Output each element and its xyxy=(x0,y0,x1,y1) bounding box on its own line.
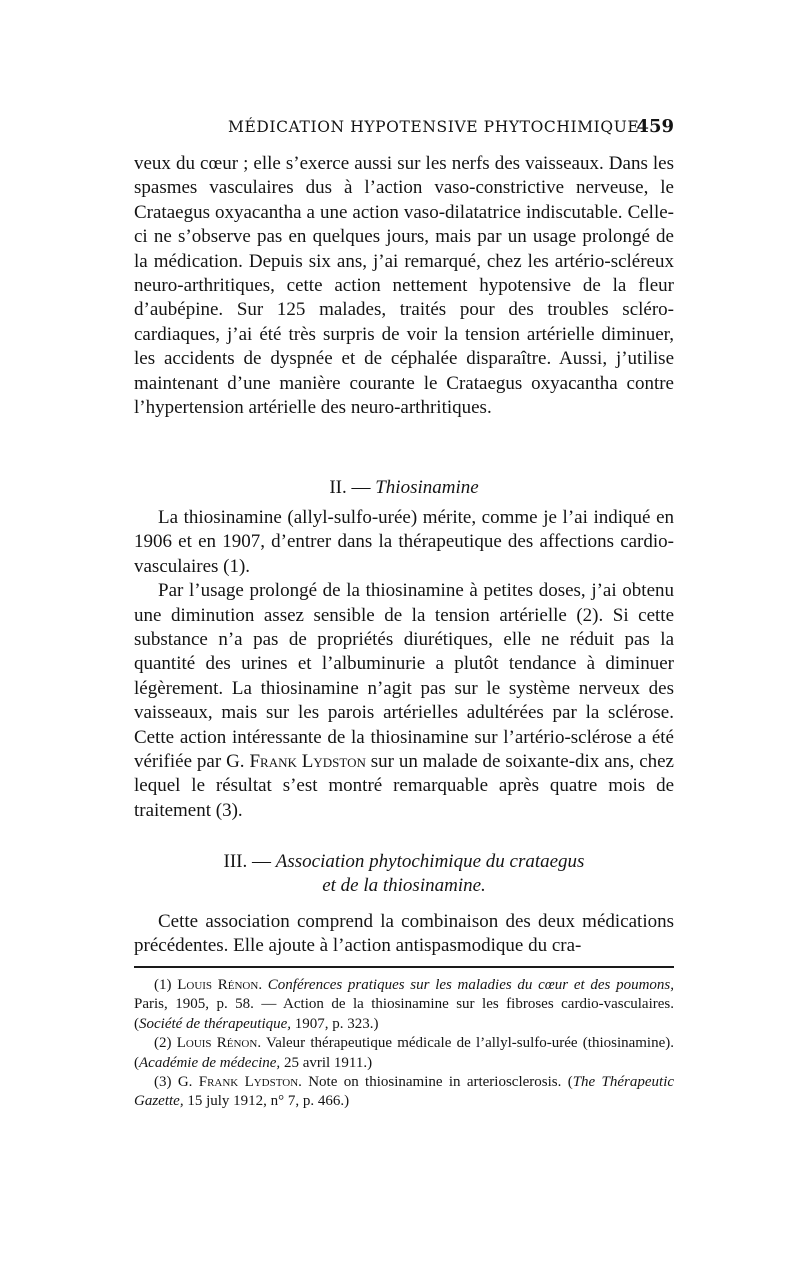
section-2-paragraph-2-end: sur un malade de soixante-dix ans, chez lequel le résultat s’est montré remarquable après quatre mois de traitement (3). xyxy=(134,751,674,821)
footnote-1-journal: Société de thérapeutique, xyxy=(139,1015,292,1032)
section-2-title: Thiosinamine xyxy=(375,477,479,498)
section-3-heading-line-1 xyxy=(134,850,674,874)
footnote-2-marker: (2) xyxy=(154,1035,172,1052)
footnote-1-marker: (1) xyxy=(154,977,172,993)
intro-paragraph: veux du cœur ; elle s’exerce aussi sur les nerfs des vaisseaux. Dans les spasmes vasculaires dus à l’action vaso-constrictive nerveuse, le Crataegus oxyacantha a une action vaso-dilatatrice indiscutable. Celle-ci ne s’observe pas en quelques jours, mais par un usage prolongé de la médication. Depuis six ans, j’ai remarqué, chez les artério-scléreux neuro-arthritiques, cette action nettement hypotensive de la fleur d’aubépine. Sur 125 malades, traités pour des troubles scléro-cardiaques, j’ai été très surpris de voir la tension artérielle diminuer, les accidents de dyspnée et de céphalée disparaître. Aussi, j’utilise maintenant d’une manière courante le Crataegus oxyacantha contre l’hypertension artérielle des neuro-arthritiques. xyxy=(134,153,674,419)
footnote-2-journal: Académie de médecine, xyxy=(139,1054,281,1071)
footnote-3 xyxy=(134,1073,674,1112)
footnote-1-title: Conférences pratiques sur les maladies du cœur et des poumons, xyxy=(267,977,675,993)
footnote-1-end: 1907, p. 323.) xyxy=(291,1015,379,1032)
section-2-number: II. — xyxy=(329,477,371,498)
section-2-paragraph-2-start: Par l’usage prolongé de la thiosinamine à petites doses, j’ai obtenu une diminution assez sensible de la tension artérielle (2). Si cette substance n’a pas de propriétés diurétiques, elle ne réduit pas la quantité des urines et l’albuminurie a plutôt tendance à diminuer légèrement. La thiosinamine n’agit pas sur le système nerveux des vaisseaux, mais sur les parois artérielles adultérées par la sclérose. Cette action intéressante de la thiosinamine sur l’artério-sclérose a été vérifiée par G. xyxy=(134,580,674,773)
footnote-divider xyxy=(134,966,674,968)
section-2-heading xyxy=(134,476,674,500)
running-header xyxy=(134,116,674,140)
footnote-3-marker: (3) xyxy=(154,1074,172,1091)
footnote-1-text: Paris, 1905, p. 58. — Action de la thiosinamine sur les fibroses cardio-vasculaires. ( xyxy=(134,996,674,1032)
footnote-3-text: Note on thiosinamine in arteriosclerosis. ( xyxy=(301,1074,573,1091)
footnote-1 xyxy=(134,976,674,1034)
running-title: MÉDICATION HYPOTENSIVE PHYTOCHIMIQUE xyxy=(228,118,640,136)
section-2-paragraph-2 xyxy=(134,579,674,823)
footnote-2-text: Valeur thérapeutique médicale de l’allyl-sulfo-urée (thiosinamine). ( xyxy=(134,1035,675,1071)
section-3-number: III. — xyxy=(223,851,271,872)
footnotes xyxy=(134,976,674,1112)
page-number: 459 xyxy=(636,116,674,137)
footnote-2 xyxy=(134,1034,674,1073)
section-3-title-line-1: Association phytochimique du crataegus xyxy=(275,851,585,872)
section-2-paragraph-1: La thiosinamine (allyl-sulfo-urée) mérite, comme je l’ai indiqué en 1906 et en 1907, d’entrer dans la thérapeutique des affections cardio-vasculaires (1). xyxy=(134,507,674,577)
section-3-heading-line-2 xyxy=(134,874,674,898)
footnote-2-end: 25 avril 1911.) xyxy=(280,1054,373,1071)
footnote-3-journal: The Thérapeutic Gazette, xyxy=(134,1074,675,1110)
intro-paragraph-block xyxy=(134,152,674,420)
section-3-heading xyxy=(134,850,674,899)
section-3-paragraph: Cette association comprend la combinaison des deux médications précédentes. Elle ajoute à l’action antispasmodique du cra- xyxy=(134,911,674,957)
section-2-body xyxy=(134,506,674,823)
author-name: Frank Lydston xyxy=(249,751,366,773)
footnote-2-author: Louis Rénon. xyxy=(176,1035,262,1052)
footnote-3-end: 15 july 1912, n° 7, p. 466.) xyxy=(183,1093,350,1110)
footnote-3-author: G. Frank Lydston. xyxy=(177,1074,302,1091)
section-3-title-line-2: et de la thiosinamine. xyxy=(322,875,486,897)
section-3-body xyxy=(134,910,674,959)
footnote-1-author: Louis Rénon. xyxy=(177,977,263,993)
